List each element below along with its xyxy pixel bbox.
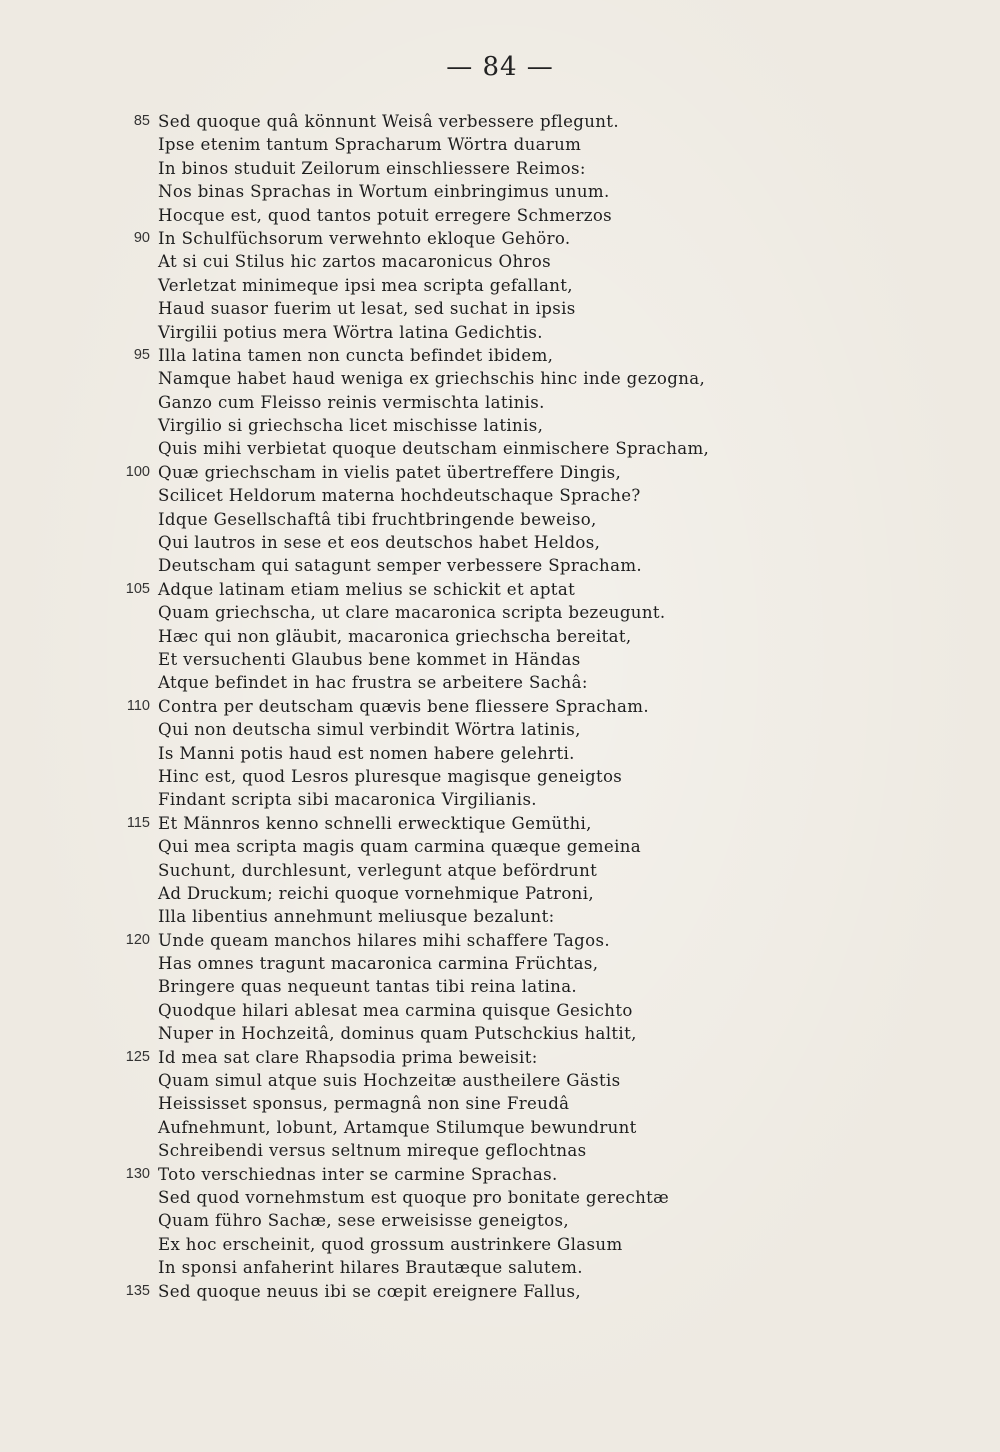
- verse-line: [0, 882, 1000, 905]
- verse-text: Quæ griechscham in vielis patet übertreffere Dingis,: [158, 462, 622, 482]
- verse-line: [0, 484, 1000, 507]
- verse-line: [0, 929, 1000, 952]
- verse-line: [0, 274, 1000, 297]
- verse-text: Toto verschiednas inter se carmine Sprachas.: [158, 1164, 558, 1184]
- line-number: 90: [133, 229, 150, 246]
- verse-line: [0, 414, 1000, 437]
- line-number: 125: [125, 1048, 150, 1065]
- verse-text: Quam führo Sachæ, sese erweisisse geneigtos,: [158, 1211, 570, 1231]
- verse-text: Has omnes tragunt macaronica carmina Früchtas,: [158, 954, 599, 974]
- verse-line: [0, 297, 1000, 320]
- line-number: 85: [133, 113, 150, 129]
- verse-text: Quam griechscha, ut clare macaronica scripta bezeugunt.: [158, 603, 666, 623]
- line-number: 110: [126, 697, 150, 714]
- verse-text: At si cui Stilus hic zartos macaronicus Ohros: [158, 252, 551, 272]
- verse-text: Schreibendi versus seltnum mireque geflochtnas: [158, 1141, 587, 1161]
- line-number: 130: [125, 1165, 150, 1182]
- verse-text: In binos studuit Zeilorum einschliessere Reimos:: [158, 158, 586, 178]
- verse-line: [0, 157, 1000, 180]
- verse-line: [0, 1280, 1000, 1303]
- verse-line: [0, 1209, 1000, 1232]
- verse-text: Atque befindet in hac frustra se arbeitere Sachâ:: [158, 673, 588, 693]
- verse-line: [0, 180, 1000, 203]
- verse-text: Hinc est, quod Lesros pluresque magisque geneigtos: [158, 766, 623, 786]
- verse-text: Hæc qui non gläubit, macaronica griechscha bereitat,: [158, 626, 632, 646]
- verse-text: Unde queam manchos hilares mihi schaffere Tagos.: [158, 930, 610, 950]
- verse-line: [0, 250, 1000, 273]
- verse-line: [0, 321, 1000, 344]
- verse-text: Quis mihi verbietat quoque deutscham einmischere Spracham,: [158, 439, 710, 459]
- verse-line: [0, 1116, 1000, 1139]
- verse-line: [0, 344, 1000, 367]
- verse-text: Haud suasor fuerim ut lesat, sed suchat in ipsis: [158, 299, 576, 319]
- verse-text: Nuper in Hochzeitâ, dominus quam Putschckius haltit,: [158, 1024, 637, 1044]
- verse-line: [0, 625, 1000, 648]
- verse-line: [0, 765, 1000, 788]
- verse-text: Suchunt, durchlesunt, verlegunt atque befördrunt: [158, 860, 598, 880]
- verse-line: [0, 1186, 1000, 1209]
- verse-text: Deutscham qui satagunt semper verbessere Spracham.: [158, 556, 643, 576]
- verse-block: [0, 110, 1000, 1303]
- verse-line: [0, 204, 1000, 227]
- verse-line: [0, 1256, 1000, 1279]
- verse-line: [0, 1163, 1000, 1186]
- verse-line: [0, 227, 1000, 250]
- verse-text: Qui non deutscha simul verbindit Wörtra latinis,: [158, 720, 581, 740]
- verse-text: Ad Druckum; reichi quoque vornehmique Patroni,: [158, 883, 594, 903]
- verse-text: Illa latina tamen non cuncta befindet ibidem,: [158, 345, 554, 365]
- verse-text: Qui lautros in sese et eos deutschos habet Heldos,: [158, 533, 601, 553]
- verse-line: [0, 391, 1000, 414]
- verse-line: [0, 671, 1000, 694]
- verse-line: [0, 1046, 1000, 1069]
- verse-text: Namque habet haud weniga ex griechschis hinc inde gezogna,: [158, 369, 706, 389]
- verse-line: [0, 952, 1000, 975]
- verse-text: Quam simul atque suis Hochzeitæ austheilere Gästis: [158, 1071, 621, 1091]
- verse-line: [0, 695, 1000, 718]
- verse-text: Sed quoque neuus ibi se cœpit ereignere Fallus,: [158, 1281, 582, 1301]
- verse-line: [0, 110, 1000, 133]
- verse-text: Ganzo cum Fleisso reinis vermischta latinis.: [158, 392, 545, 412]
- verse-text: Sed quoque quâ könnunt Weisâ verbessere pflegunt.: [158, 112, 619, 131]
- line-number: 100: [125, 463, 150, 480]
- verse-text: Ipse etenim tantum Spracharum Wörtra duarum: [158, 135, 582, 155]
- verse-text: In Schulfüchsorum verwehnto ekloque Gehöro.: [158, 228, 571, 248]
- verse-line: [0, 554, 1000, 577]
- verse-text: Bringere quas nequeunt tantas tibi reina latina.: [158, 977, 578, 997]
- verse-text: Is Manni potis haud est nomen habere gelehrti.: [158, 743, 575, 763]
- verse-text: Virgilii potius mera Wörtra latina Gedichtis.: [158, 322, 543, 342]
- page-number: — 84 —: [446, 52, 554, 82]
- verse-text: Nos binas Sprachas in Wortum einbringimus unum.: [158, 182, 610, 202]
- verse-text: Verletzat minimeque ipsi mea scripta gefallant,: [158, 275, 573, 295]
- verse-text: Aufnehmunt, lobunt, Artamque Stilumque bewundrunt: [158, 1117, 637, 1137]
- verse-line: [0, 648, 1000, 671]
- verse-line: [0, 133, 1000, 156]
- verse-line: [0, 461, 1000, 484]
- verse-text: Et Männros kenno schnelli erwecktique Gemüthi,: [158, 813, 592, 833]
- verse-line: [0, 999, 1000, 1022]
- verse-line: [0, 1069, 1000, 1092]
- verse-text: Illa libentius annehmunt meliusque bezalunt:: [158, 907, 555, 927]
- verse-line: [0, 578, 1000, 601]
- verse-text: Contra per deutscham quævis bene fliessere Spracham.: [158, 696, 649, 716]
- verse-line: [0, 531, 1000, 554]
- verse-text: Quodque hilari ablesat mea carmina quisque Gesichto: [158, 1000, 633, 1020]
- verse-text: Adque latinam etiam melius se schickit et aptat: [158, 579, 576, 599]
- verse-line: [0, 718, 1000, 741]
- line-number: 135: [125, 1282, 150, 1299]
- verse-line: [0, 905, 1000, 928]
- verse-text: Idque Gesellschaftâ tibi fruchtbringende beweiso,: [158, 509, 597, 529]
- verse-text: Scilicet Heldorum materna hochdeutschaque Sprache?: [158, 486, 641, 506]
- verse-text: Virgilio si griechscha licet mischisse latinis,: [158, 416, 544, 436]
- verse-line: [0, 1092, 1000, 1115]
- verse-line: [0, 1233, 1000, 1256]
- verse-line: [0, 975, 1000, 998]
- verse-line: [0, 437, 1000, 460]
- verse-text: Sed quod vornehmstum est quoque pro bonitate gerechtæ: [158, 1187, 670, 1207]
- verse-line: [0, 812, 1000, 835]
- verse-text: Findant scripta sibi macaronica Virgilianis.: [158, 790, 537, 810]
- line-number: 115: [126, 814, 150, 831]
- verse-line: [0, 1139, 1000, 1162]
- verse-text: Ex hoc erscheinit, quod grossum austrinkere Glasum: [158, 1234, 623, 1254]
- verse-line: [0, 508, 1000, 531]
- verse-text: Et versuchenti Glaubus bene kommet in Händas: [158, 649, 581, 669]
- verse-text: Heississet sponsus, permagnâ non sine Freudâ: [158, 1094, 570, 1114]
- verse-line: [0, 1022, 1000, 1045]
- verse-line: [0, 788, 1000, 811]
- verse-line: [0, 835, 1000, 858]
- verse-text: Hocque est, quod tantos potuit erregere Schmerzos: [158, 205, 613, 225]
- verse-text: Id mea sat clare Rhapsodia prima beweisit:: [158, 1047, 538, 1067]
- line-number: 120: [125, 931, 150, 948]
- line-number: 105: [125, 580, 150, 597]
- verse-text: Qui mea scripta magis quam carmina quæque gemeina: [158, 837, 642, 857]
- line-number: 95: [133, 346, 150, 363]
- verse-line: [0, 367, 1000, 390]
- verse-line: [0, 601, 1000, 624]
- verse-line: [0, 859, 1000, 882]
- verse-line: [0, 742, 1000, 765]
- verse-text: In sponsi anfaherint hilares Brautæque salutem.: [158, 1258, 583, 1278]
